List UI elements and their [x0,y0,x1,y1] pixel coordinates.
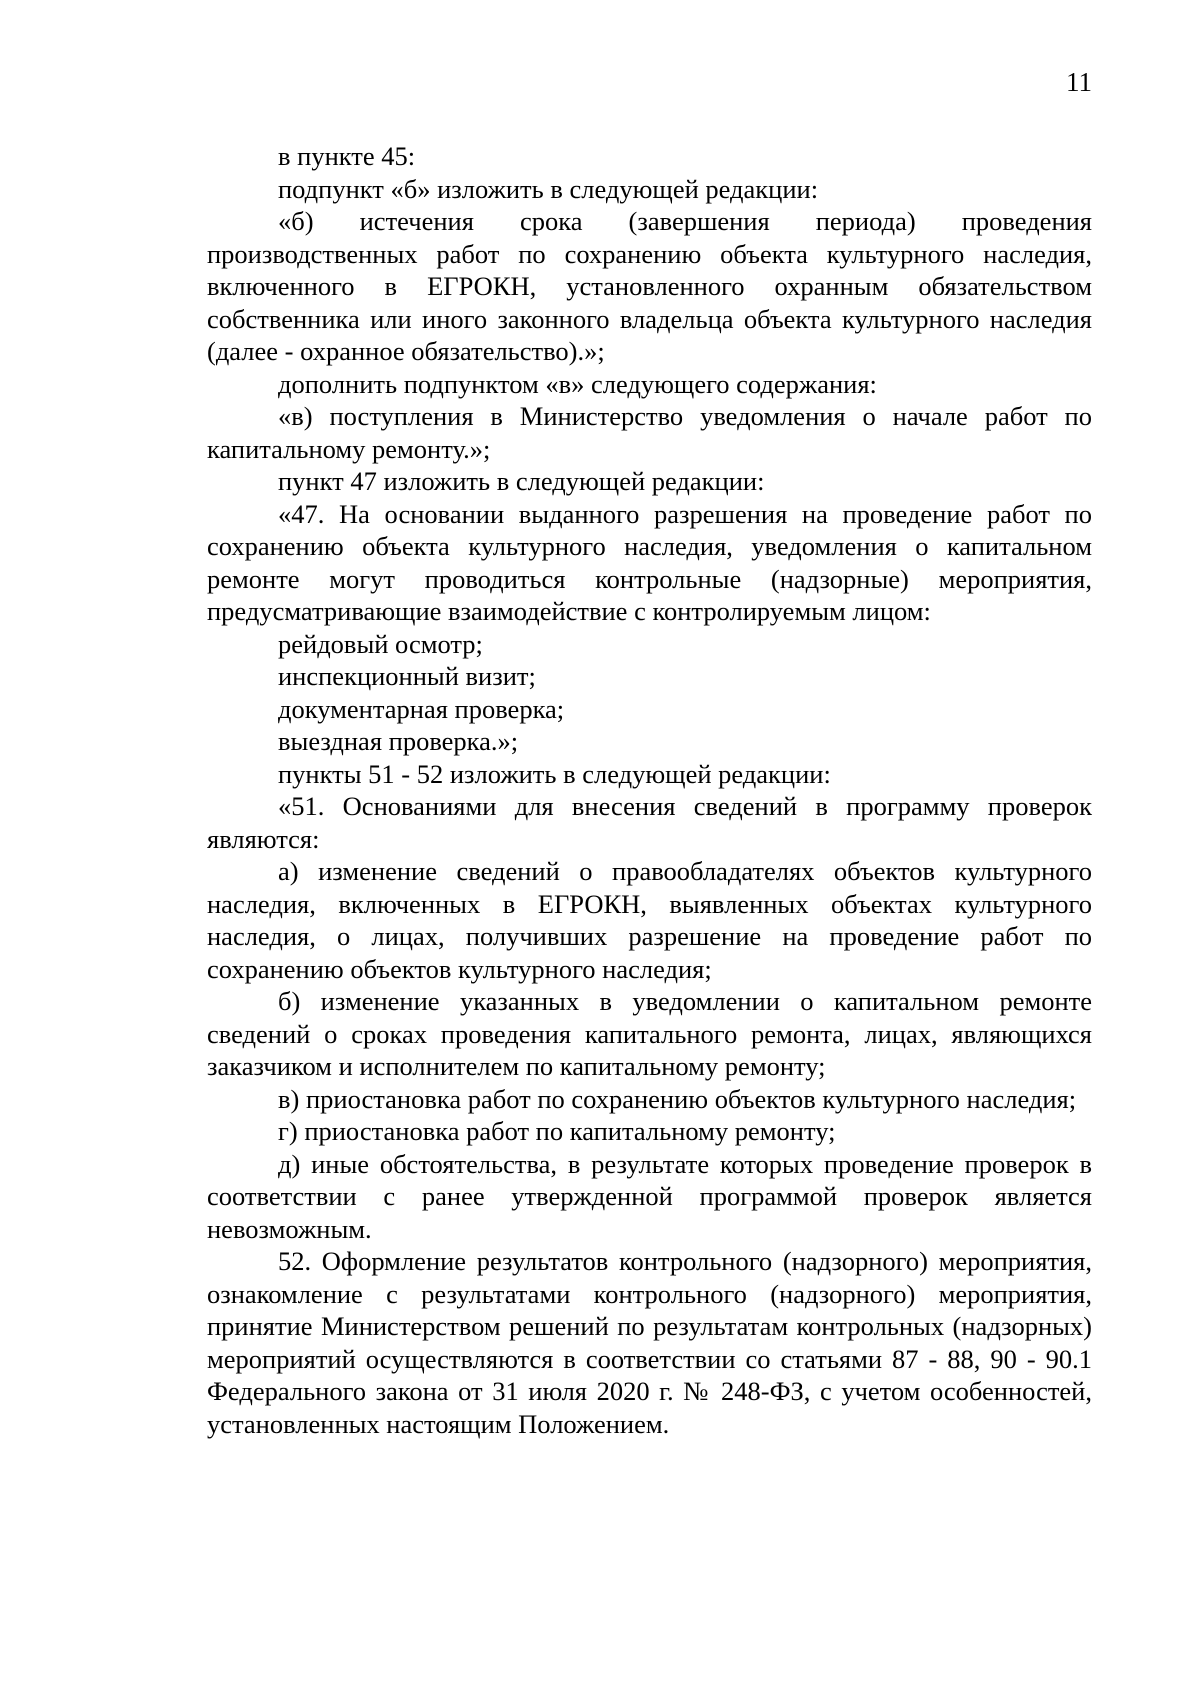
paragraph: г) приостановка работ по капитальному ремонту; [278,1116,836,1146]
paragraph: пункты 51 - 52 изложить в следующей редакции: [278,758,831,789]
paragraph: рейдовый осмотр; [278,628,483,659]
paragraph: д) иные обстоятельства, в результате которых проведение проверок в соответствии с ранее утвержденной программой проверок является невозможным. [207,1148,1092,1244]
paragraph: «51. Основаниями для внесения сведений в программу проверок являются: [207,791,1092,854]
paragraph: 52. Оформление результатов контрольного (надзорного) мероприятия, ознакомление с результатами контрольного (надзорного) мероприятия, принятие Министерством решений по результатам контрольных (надзорных) мероприятий осуществляются в соответствии со статьями 87 - 88, 90 - 90.1 Федерального закона от 31 июля 2020 г. № 248-ФЗ, с учетом особенностей, установленных настоящим Положением. [207,1246,1092,1439]
paragraph: инспекционный визит; [278,661,536,691]
paragraph: дополнить подпунктом «в» следующего содержания: [278,368,877,399]
paragraph: в пункте 45: [278,141,416,171]
paragraph: «б) истечения срока (завершения периода) проведения производственных работ по сохранению объекта культурного наследия, включенного в ЕГРОКН, установленного охранным обязательством собственника или иного законного владельца объекта культурного наследия (далее - охранное обязательство).»; [207,206,1092,366]
paragraph: «47. На основании выданного разрешения на проведение работ по сохранению объекта культурного наследия, уведомления о капитальном ремонте могут проводиться контрольные (надзорные) мероприятия, предусматривающие взаимодействие с контролируемым лицом: [207,498,1092,626]
paragraph: а) изменение сведений о правообладателях объектов культурного наследия, включенных в ЕГРОКН, выявленных объектах культурного наследия, о лицах, получивших разрешение на проведение работ по сохранению объектов культурного наследия; [207,856,1092,984]
paragraph: б) изменение указанных в уведомлении о капитальном ремонте сведений о сроках проведения капитального ремонта, лицах, являющихся заказчиком и исполнителем по капитальному ремонту; [207,986,1092,1081]
paragraph: пункт 47 изложить в следующей редакции: [278,466,765,496]
paragraph: «в) поступления в Министерство уведомления о начале работ по капитальному ремонту.»; [207,401,1092,464]
paragraph: выездная проверка.»; [278,726,519,756]
document-body [207,140,1092,1440]
paragraph: документарная проверка; [278,693,565,724]
paragraph: в) приостановка работ по сохранению объектов культурного наследия; [278,1083,1077,1114]
page-number: 11 [1066,67,1092,97]
paragraph: подпункт «б» изложить в следующей редакции: [278,173,819,204]
